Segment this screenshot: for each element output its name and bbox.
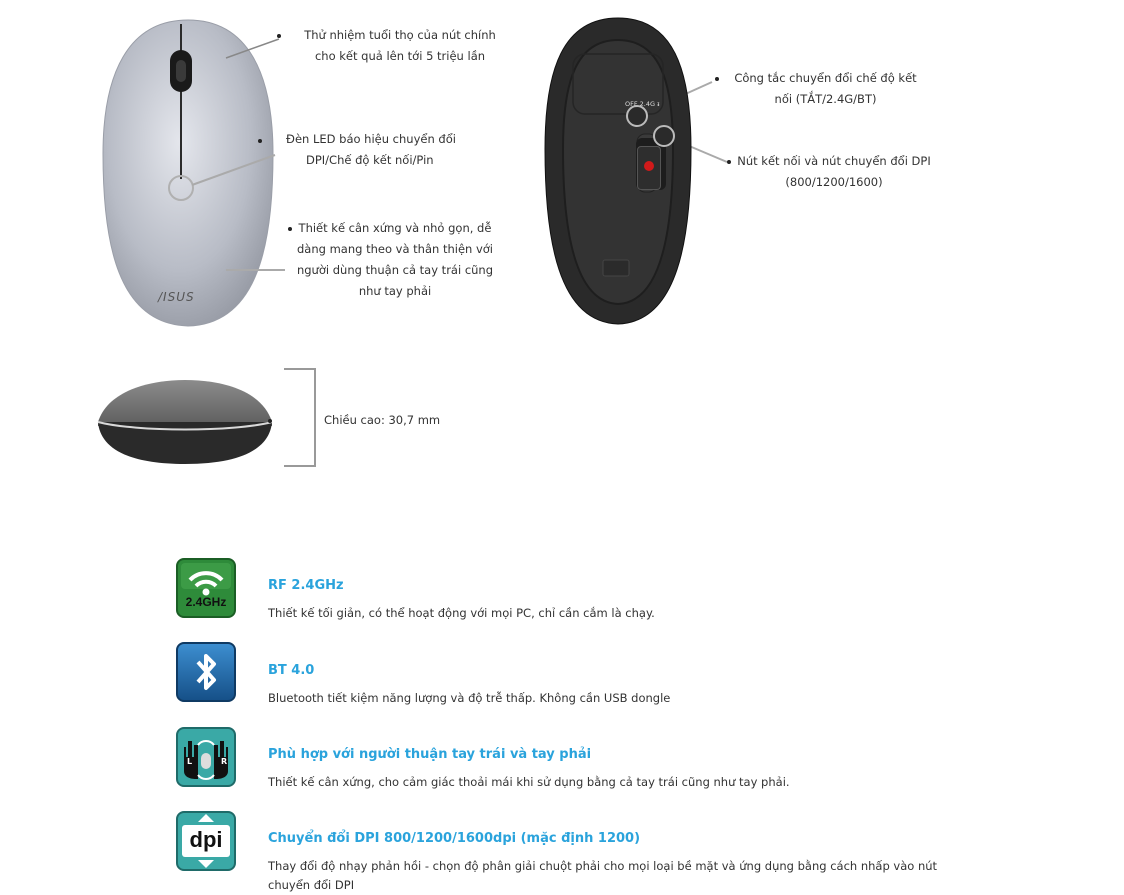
callout-mode-switch [728, 68, 923, 110]
feature-desc-rf: Thiết kế tối giản, có thể hoạt động với mọi PC, chỉ cần cắm là chạy. [268, 606, 655, 620]
callout-ambidextrous-design [290, 218, 500, 302]
feature-desc-bt: Bluetooth tiết kiệm năng lượng và độ trễ thấp. Không cần USB dongle [268, 691, 671, 705]
icon-label-right: R [221, 757, 228, 766]
feature-desc-dpi [268, 857, 937, 895]
icon-label-left: L [187, 757, 193, 766]
callout-line: Công tắc chuyển đổi chế độ kết [734, 71, 917, 85]
bluetooth-icon [176, 642, 236, 702]
callout-line: DPI/Chế độ kết nối/Pin [306, 153, 434, 167]
sensor-window [637, 146, 661, 190]
feature-title-rf: RF 2.4GHz [268, 578, 344, 593]
callout-line: nối (TẮT/2.4G/BT) [774, 92, 877, 106]
callout-line: người dùng thuận cả tay trái cũng [296, 263, 494, 277]
mouse-side-view [96, 376, 274, 468]
mouse-bottom-view [533, 14, 703, 326]
callout-bullet [715, 77, 719, 81]
callout-bullet [268, 419, 272, 423]
wifi-2.4ghz-icon [176, 558, 236, 618]
feature-desc-ambidextrous: Thiết kế cân xứng, cho cảm giác thoải mái khi sử dụng bằng cả tay trái cũng như tay phải. [268, 775, 790, 789]
callout-bullet [258, 139, 262, 143]
callout-led-indicator [276, 129, 466, 171]
icon-label: dpi [189, 827, 223, 852]
feature-desc-line: Thay đổi độ nhạy phản hồi - chọn độ phân giải chuột phải cho mọi loại bề mặt và ứng dụng bằng cách nhấp vào nút [268, 859, 938, 873]
power-switch-label: OFF 2.4G ᵻ [625, 100, 660, 108]
callout-line: Đèn LED báo hiệu chuyển đổi [286, 132, 456, 146]
callout-line: cho kết quả lên tới 5 triệu lần [314, 49, 486, 63]
callout-bullet [727, 160, 731, 164]
callout-line: dàng mang theo và thân thiện với [297, 242, 493, 256]
height-label: Chiều cao: 30,7 mm [324, 413, 441, 427]
callout-button-lifespan [290, 25, 510, 67]
feature-desc-line: chuyển đổi DPI [268, 878, 355, 892]
callout-line: Thiết kế cân xứng và nhỏ gọn, dễ [298, 221, 492, 235]
dpi-icon [176, 811, 236, 871]
callout-bullet [277, 34, 281, 38]
feature-title-dpi: Chuyển đổi DPI 800/1200/1600dpi (mặc định 1200) [268, 831, 641, 846]
callout-line: (800/1200/1600) [785, 175, 883, 189]
ambidextrous-hands-icon [176, 727, 236, 787]
callout-connect-dpi-button [734, 151, 934, 193]
brand-logo: /ISUS [158, 290, 195, 304]
feature-title-ambidextrous: Phù hợp với người thuận tay trái và tay phải [268, 747, 592, 762]
icon-label: 2.4GHz [185, 595, 227, 609]
sensor-led [644, 161, 654, 171]
callout-line: Nút kết nối và nút chuyển đổi DPI [737, 154, 931, 168]
callout-line: Thử nhiệm tuổi thọ của nút chính [304, 28, 496, 42]
callout-line: như tay phải [358, 284, 432, 298]
feature-title-bt: BT 4.0 [268, 663, 315, 678]
